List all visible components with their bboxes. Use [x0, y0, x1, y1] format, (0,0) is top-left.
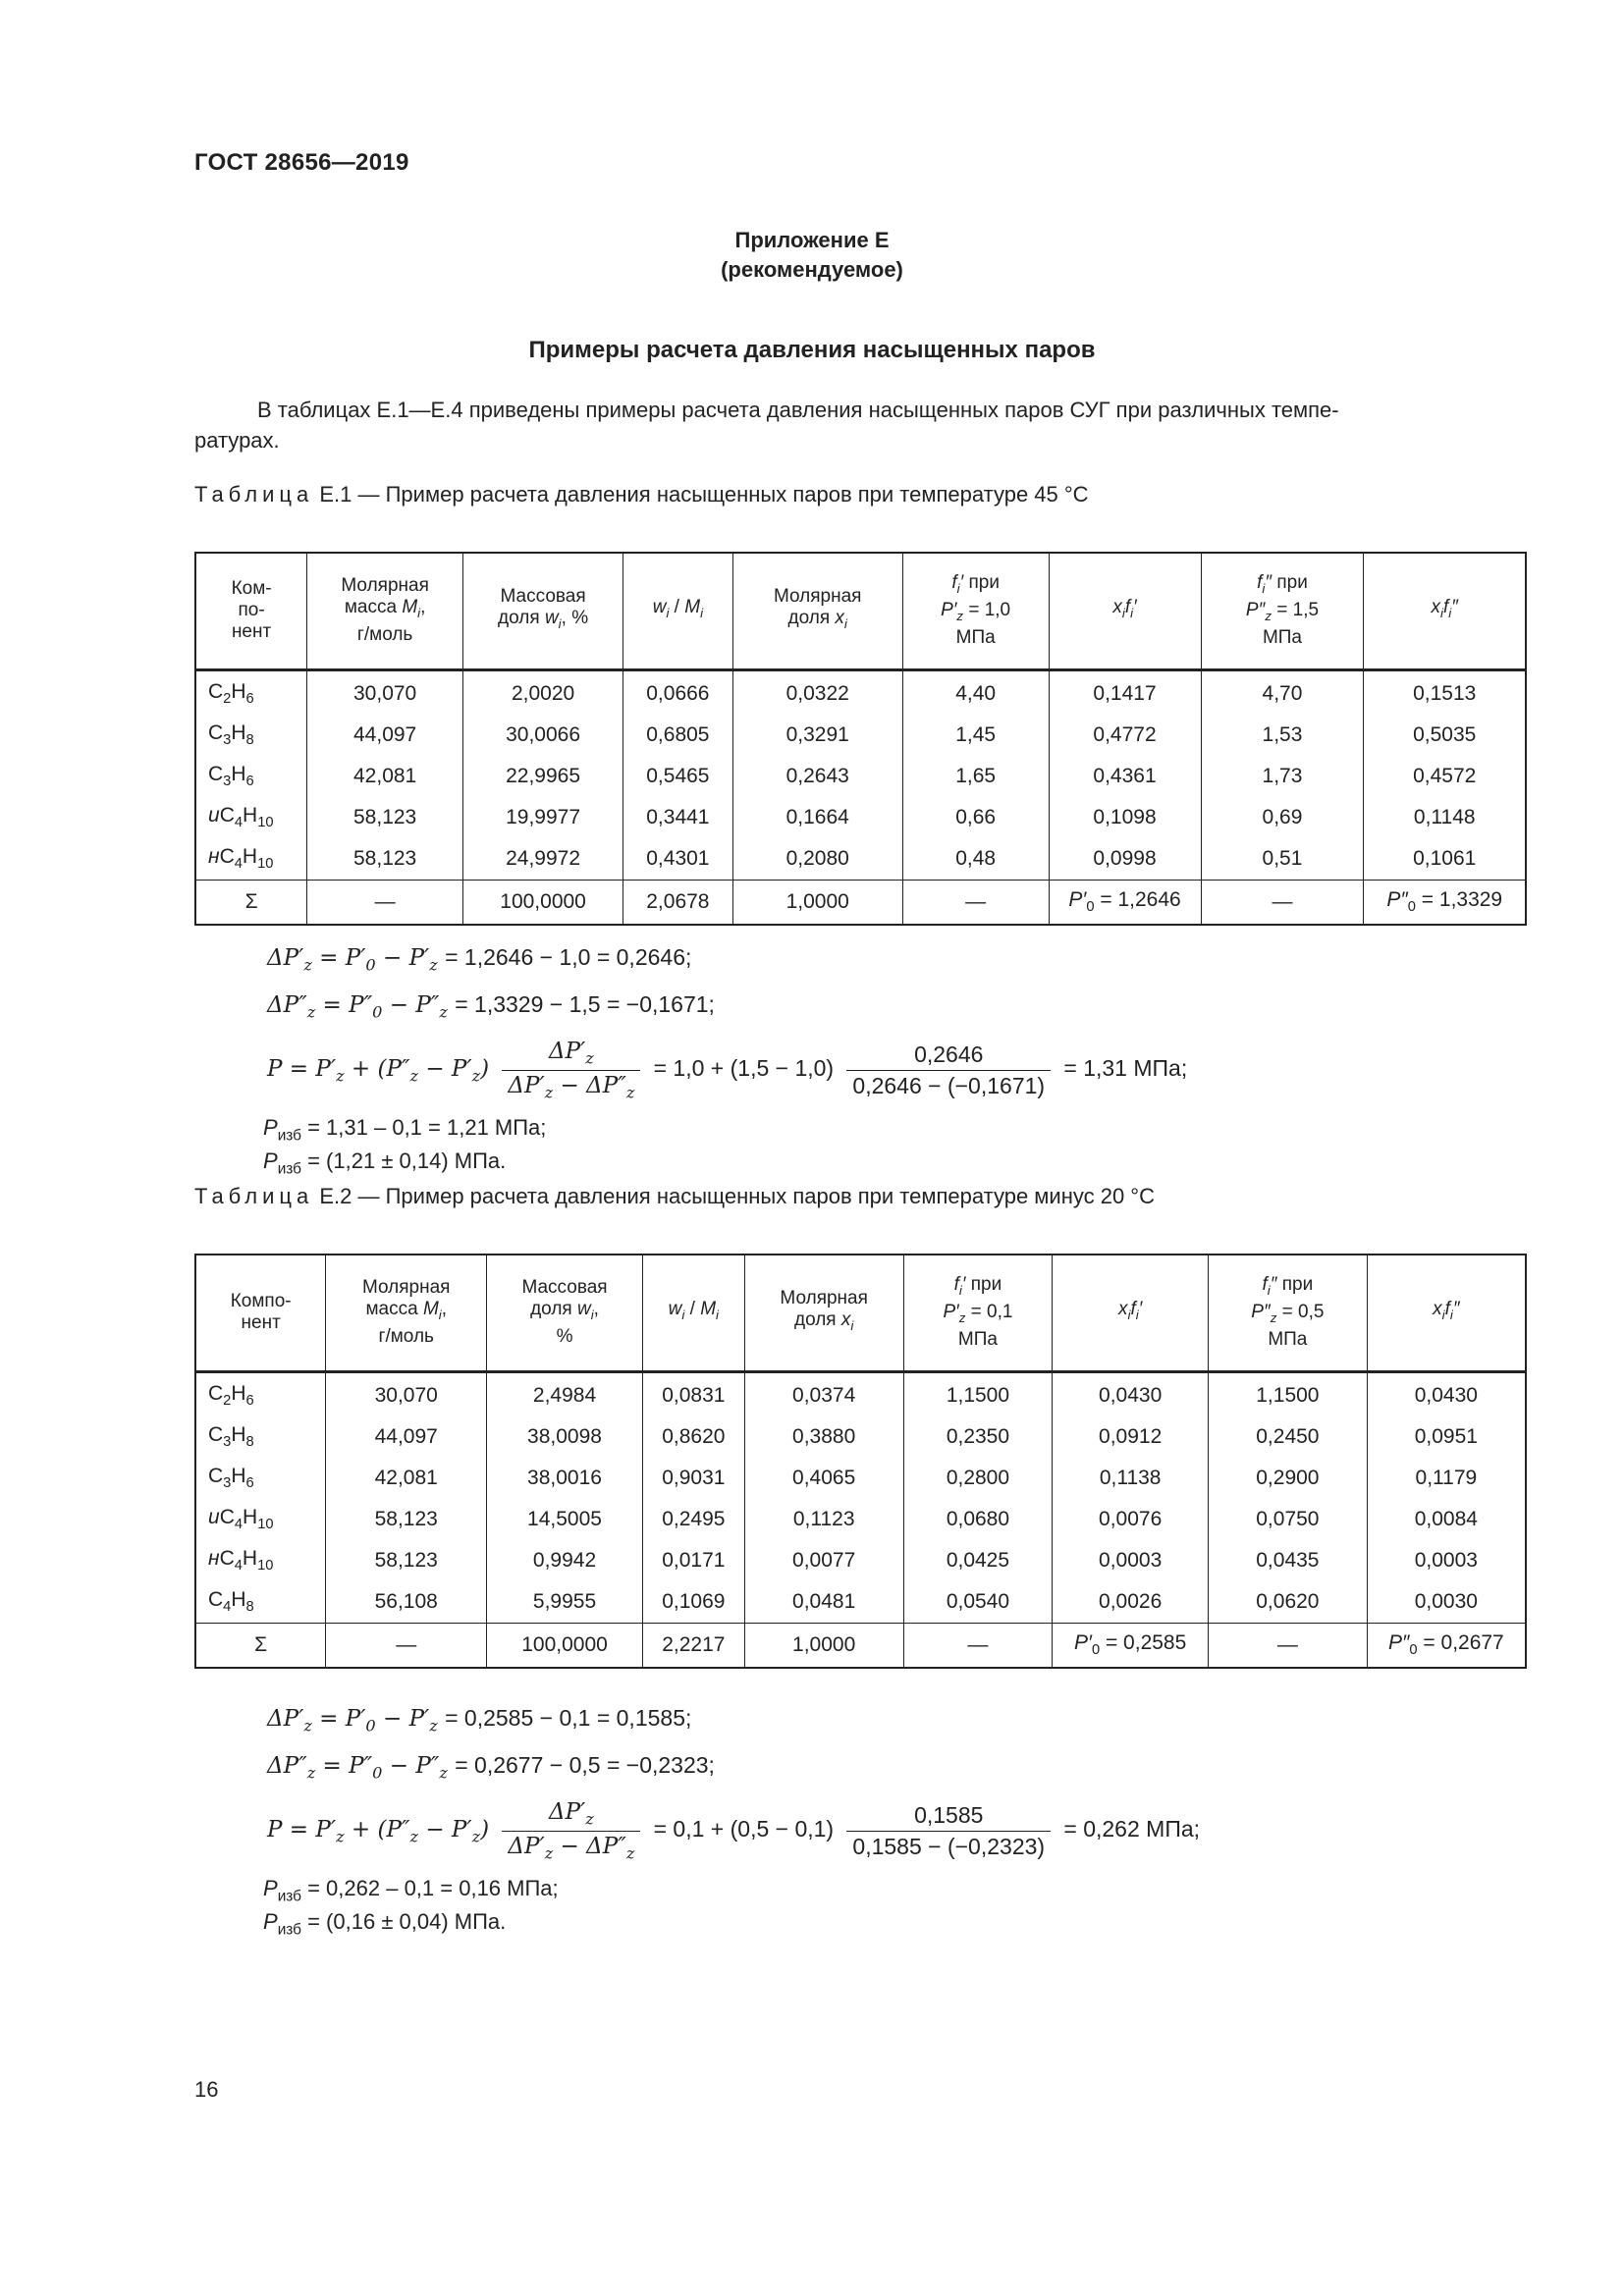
table-row: [195, 1540, 1526, 1581]
table-row: [195, 838, 1526, 881]
calc2-eq3: $P = P'_z + (P''_z - P'_z)$ $\frac{\Delta P'_z}{\Delta P'_z - \Delta P''_z}$ = 0,1 + (0,5 − 0,1) $\frac{0,1585}{0,1585 - (-0,2323)}$ = 0,262 МПа;: [267, 1799, 1201, 1863]
table1: [194, 552, 1527, 926]
sum-cell: $P''_0 = 1,3329$: [1364, 880, 1526, 925]
component-cell: $иC_4H_{10}$: [195, 1499, 326, 1540]
table-cell: 0,51: [1201, 838, 1364, 881]
table-cell: 0,1069: [642, 1581, 744, 1624]
table-cell: 0,0077: [744, 1540, 903, 1581]
component-cell: $C_3H_6$: [195, 1458, 326, 1499]
table-cell: 0,3291: [732, 715, 902, 756]
table2-caption-word: Таблица: [194, 1184, 314, 1208]
t1-h-component: Ком- по- нент: [195, 553, 307, 669]
t1-h-molar-mass: Молярная масса $M_i$, г/моль: [307, 553, 463, 669]
table2-header-row: [195, 1255, 1526, 1371]
table-row: [195, 1581, 1526, 1624]
table-cell: 0,0430: [1367, 1371, 1526, 1416]
table-cell: 2,0020: [463, 669, 623, 715]
table-cell: 0,0481: [744, 1581, 903, 1624]
table-cell: 0,0912: [1053, 1416, 1209, 1458]
table-row: [195, 715, 1526, 756]
component-cell: $нC_4H_{10}$: [195, 838, 307, 881]
t1-h-xf2: $x_if_i''$: [1364, 553, 1526, 669]
component-cell: $C_2H_6$: [195, 669, 307, 715]
table-cell: 0,0076: [1053, 1499, 1209, 1540]
calc1-result: = 1,31 МПа;: [1063, 1055, 1188, 1082]
sum-cell: —: [1209, 1623, 1368, 1668]
table-cell: 0,2495: [642, 1499, 744, 1540]
table-cell: 0,4361: [1049, 756, 1201, 797]
table-cell: 0,0374: [744, 1371, 903, 1416]
t2-h-w-over-m: $w_i / M_i$: [642, 1255, 744, 1371]
calc1-den2: 0,2646 − (−0,1671): [852, 1072, 1046, 1098]
component-cell: $нC_4H_{10}$: [195, 1540, 326, 1581]
calc1-eq1: $\Delta P'_z = P'_0 - P'_z = 1,2646 - 1,0 = 0,2646$;: [267, 944, 692, 975]
table2-caption-text: Е.2 — Пример расчета давления насыщенных паров при температуре минус 20 °С: [313, 1184, 1155, 1208]
table-cell: 0,2800: [903, 1458, 1053, 1499]
calc1-num2: 0,2646: [846, 1041, 1051, 1071]
sum-cell: $P''_0 = 0,2677$: [1367, 1623, 1526, 1668]
sum-cell: $P'_0 = 0,2585$: [1053, 1623, 1209, 1668]
table1-header-row: [195, 553, 1526, 669]
component-cell: $C_3H_8$: [195, 715, 307, 756]
calc1-pizb: $P_{изб} = 1,31 - 0,1 = 1,21$ МПа; $P_{изб} = (1,21 \pm 0,14)$ МПа.: [263, 1115, 547, 1178]
table-cell: 4,40: [902, 669, 1049, 715]
table-cell: 0,2900: [1209, 1458, 1368, 1499]
calc1-eq3: $P = P'_z + (P''_z - P'_z)$ $\frac{\Delta P'_z}{\Delta P'_z - \Delta P''_z}$ = 1,0 + (1,5 − 1,0) $\frac{0,2646}{0,2646 - (-0,1671)}$ = 1,31 МПа;: [267, 1039, 1188, 1102]
sum-cell: —: [307, 880, 463, 925]
table-cell: 1,1500: [903, 1371, 1053, 1416]
table-cell: 0,4572: [1364, 756, 1526, 797]
sum-cell: Σ: [195, 1623, 326, 1668]
table-cell: 58,123: [307, 838, 463, 881]
table-cell: 56,108: [326, 1581, 487, 1624]
t1-h-f2: $f_i''$ при $P''_z = 1,5$ МПа: [1201, 553, 1364, 669]
table-cell: 19,9977: [463, 797, 623, 838]
t2-h-xf1: $x_if_i'$: [1053, 1255, 1209, 1371]
sum-cell: 1,0000: [732, 880, 902, 925]
table-cell: 0,0322: [732, 669, 902, 715]
table-cell: 0,0003: [1367, 1540, 1526, 1581]
table-cell: 1,1500: [1209, 1371, 1368, 1416]
sum-row: [195, 880, 1526, 925]
table-cell: 0,0425: [903, 1540, 1053, 1581]
table-cell: 0,1664: [732, 797, 902, 838]
t2-h-molar-fraction: Молярная доля $x_i$: [744, 1255, 903, 1371]
table-cell: 58,123: [307, 797, 463, 838]
table-cell: 0,0750: [1209, 1499, 1368, 1540]
sum-cell: —: [902, 880, 1049, 925]
table-cell: 0,4772: [1049, 715, 1201, 756]
sum-cell: 100,0000: [487, 1623, 643, 1668]
calc2-pizb: $P_{изб} = 0,262 - 0,1 = 0,16$ МПа; $P_{изб} = (0,16 \pm 0,04)$ МПа.: [263, 1876, 559, 1939]
t2-h-mass-fraction: Массовая доля $w_i$, %: [487, 1255, 643, 1371]
page-number: 16: [194, 2077, 219, 2102]
table-cell: 30,0066: [463, 715, 623, 756]
table-cell: 0,0026: [1053, 1581, 1209, 1624]
table-cell: 0,0666: [623, 669, 733, 715]
table2: [194, 1254, 1527, 1669]
table-cell: 14,5005: [487, 1499, 643, 1540]
table-cell: 0,0831: [642, 1371, 744, 1416]
table-row: [195, 756, 1526, 797]
t1-h-w-over-m: $w_i / M_i$: [623, 553, 733, 669]
t1-h-xf1: $x_if_i'$: [1049, 553, 1201, 669]
table-row: [195, 1416, 1526, 1458]
document-id: ГОСТ 28656—2019: [194, 149, 409, 176]
table-cell: 1,53: [1201, 715, 1364, 756]
calc2-eq2: $\Delta P''_z = P''_0 - P''_z = 0,2677 - 0,5 = -0,2323$;: [267, 1752, 715, 1783]
table-cell: 0,1417: [1049, 669, 1201, 715]
table-row: [195, 797, 1526, 838]
t2-h-f2: $f_i''$ при $P''_z = 0,5$ МПа: [1209, 1255, 1368, 1371]
table-cell: 0,2350: [903, 1416, 1053, 1458]
intro-line-2: ратурах.: [194, 428, 280, 453]
table1-caption-word: Таблица: [194, 482, 314, 507]
t1-h-mass-fraction: Массовая доля $w_i$, %: [463, 553, 623, 669]
intro-line-1: В таблицах Е.1—Е.4 приведены примеры расчета давления насыщенных паров СУГ при различных темпе-: [257, 398, 1339, 422]
t2-h-xf2: $x_if_i''$: [1367, 1255, 1526, 1371]
table-cell: 38,0016: [487, 1458, 643, 1499]
sum-cell: —: [903, 1623, 1053, 1668]
table-cell: 0,0951: [1367, 1416, 1526, 1458]
table-cell: 44,097: [307, 715, 463, 756]
table-cell: 0,2450: [1209, 1416, 1368, 1458]
table-cell: 0,2643: [732, 756, 902, 797]
table-cell: 42,081: [326, 1458, 487, 1499]
table-cell: 0,2080: [732, 838, 902, 881]
section-title: Примеры расчета давления насыщенных паров: [528, 337, 1096, 363]
table-cell: 30,070: [307, 669, 463, 715]
table-row: [195, 1458, 1526, 1499]
table-cell: 1,73: [1201, 756, 1364, 797]
table-cell: 0,0540: [903, 1581, 1053, 1624]
table-cell: 22,9965: [463, 756, 623, 797]
calc2-result: = 0,262 МПа;: [1063, 1816, 1201, 1842]
table-cell: 0,9031: [642, 1458, 744, 1499]
table-cell: 5,9955: [487, 1581, 643, 1624]
sum-cell: 100,0000: [463, 880, 623, 925]
sum-cell: 1,0000: [744, 1623, 903, 1668]
t2-h-component: Компо- нент: [195, 1255, 326, 1371]
table-cell: 2,4984: [487, 1371, 643, 1416]
table-cell: 0,4065: [744, 1458, 903, 1499]
table-cell: 0,1098: [1049, 797, 1201, 838]
table-cell: 1,45: [902, 715, 1049, 756]
table-cell: 0,3880: [744, 1416, 903, 1458]
table-cell: 1,65: [902, 756, 1049, 797]
table-cell: 0,0030: [1367, 1581, 1526, 1624]
sum-cell: Σ: [195, 880, 307, 925]
appendix-title: Приложение Е: [734, 228, 890, 252]
table-cell: 0,4301: [623, 838, 733, 881]
calc2-eq1: $\Delta P'_z = P'_0 - P'_z = 0,2585 - 0,1 = 0,1585$;: [267, 1705, 692, 1735]
table-cell: 0,1179: [1367, 1458, 1526, 1499]
t2-h-f1: $f_i'$ при $P'_z = 0,1$ МПа: [903, 1255, 1053, 1371]
sum-cell: —: [326, 1623, 487, 1668]
sum-cell: $P'_0 = 1,2646$: [1049, 880, 1201, 925]
table-cell: 44,097: [326, 1416, 487, 1458]
table-cell: 38,0098: [487, 1416, 643, 1458]
component-cell: $C_3H_6$: [195, 756, 307, 797]
table-cell: 58,123: [326, 1499, 487, 1540]
table1-caption-text: Е.1 — Пример расчета давления насыщенных паров при температуре 45 °С: [313, 482, 1089, 507]
table-cell: 0,9942: [487, 1540, 643, 1581]
table-cell: 0,6805: [623, 715, 733, 756]
table-cell: 0,1061: [1364, 838, 1526, 881]
table-cell: 0,3441: [623, 797, 733, 838]
table-cell: 0,1138: [1053, 1458, 1209, 1499]
calc2-num2: 0,1585: [846, 1802, 1051, 1832]
table-cell: 30,070: [326, 1371, 487, 1416]
intro-paragraph: [194, 395, 1522, 455]
table-cell: 0,1148: [1364, 797, 1526, 838]
table-cell: 0,5035: [1364, 715, 1526, 756]
appendix-subtitle: (рекомендуемое): [721, 257, 903, 282]
table-cell: 0,0680: [903, 1499, 1053, 1540]
table-cell: 0,0003: [1053, 1540, 1209, 1581]
table-cell: 42,081: [307, 756, 463, 797]
t1-h-molar-fraction: Молярная доля $x_i$: [732, 553, 902, 669]
table-cell: 0,0430: [1053, 1371, 1209, 1416]
table-cell: 0,8620: [642, 1416, 744, 1458]
sum-row: [195, 1623, 1526, 1668]
t2-h-molar-mass: Молярная масса $M_i$, г/моль: [326, 1255, 487, 1371]
calc1-eq2: $\Delta P''_z = P''_0 - P''_z = 1,3329 - 1,5 = -0,1671$;: [267, 991, 715, 1022]
table-cell: 0,1513: [1364, 669, 1526, 715]
table-cell: 0,0171: [642, 1540, 744, 1581]
table1-caption: [194, 482, 1089, 507]
component-cell: $C_2H_6$: [195, 1371, 326, 1416]
table-cell: 0,48: [902, 838, 1049, 881]
table-cell: 0,0620: [1209, 1581, 1368, 1624]
t1-h-f1: $f_i'$ при $P'_z = 1,0$ МПа: [902, 553, 1049, 669]
table2-caption: [194, 1184, 1155, 1209]
table-cell: 0,5465: [623, 756, 733, 797]
table-row: [195, 1499, 1526, 1540]
sum-cell: 2,0678: [623, 880, 733, 925]
table-cell: 4,70: [1201, 669, 1364, 715]
sum-cell: 2,2217: [642, 1623, 744, 1668]
table-cell: 0,0435: [1209, 1540, 1368, 1581]
table-cell: 0,0998: [1049, 838, 1201, 881]
component-cell: $C_3H_8$: [195, 1416, 326, 1458]
calc2-den2: 0,1585 − (−0,2323): [852, 1833, 1046, 1859]
table-cell: 0,69: [1201, 797, 1364, 838]
table-cell: 0,66: [902, 797, 1049, 838]
component-cell: $C_4H_8$: [195, 1581, 326, 1624]
table-cell: 58,123: [326, 1540, 487, 1581]
table-cell: 0,1123: [744, 1499, 903, 1540]
table-cell: 0,0084: [1367, 1499, 1526, 1540]
component-cell: $иC_4H_{10}$: [195, 797, 307, 838]
sum-cell: —: [1201, 880, 1364, 925]
table-cell: 24,9972: [463, 838, 623, 881]
table-row: [195, 1371, 1526, 1416]
table-row: [195, 669, 1526, 715]
